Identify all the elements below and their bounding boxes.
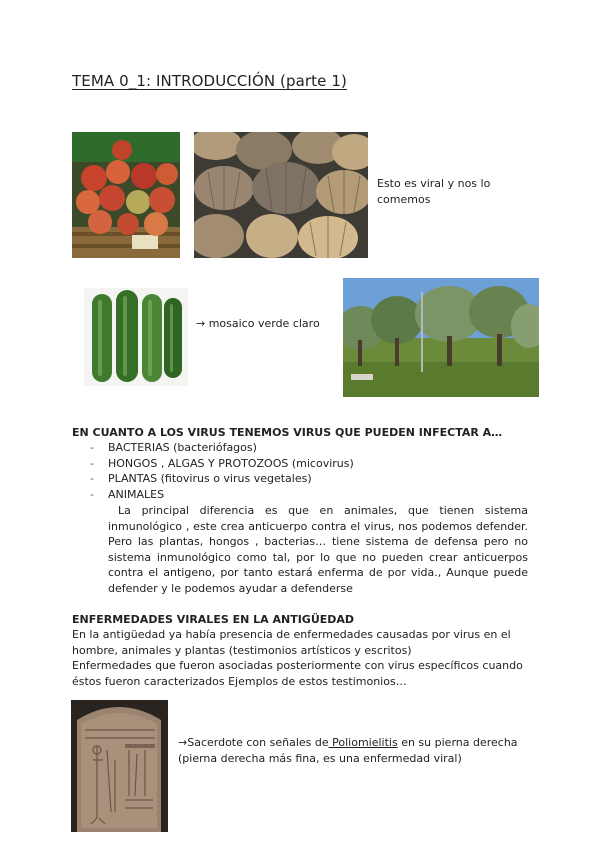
host-list xyxy=(90,440,510,502)
section2-line2: Enfermedades que fueron asociadas posteriormente con virus específicos cuando éstos fueron caracterizados Ejemplos de estos testimonios… xyxy=(72,659,523,688)
olive-trees-photo xyxy=(343,278,539,397)
section1-heading: EN CUANTO A LOS VIRUS TENEMOS VIRUS QUE PUEDEN INFECTAR A… xyxy=(72,426,503,439)
page-title: TEMA 0_1: INTRODUCCIÓN (parte 1) xyxy=(72,72,347,90)
list-item: - BACTERIAS (bacteriófagos) xyxy=(90,440,510,456)
section1-paragraph: La principal diferencia es que en animales, que tienen sistema inmunológico , este crea anticuerpo contra el virus, nos podemos defender. Pero las plantas, hongos , bacterias… tiene sistema de defensa pero no sistema inmunológico como tal, por lo que no pueden crear anticuerpos contra el antigeno, por tanto estará enferma de por vida., Aunque puede defender y le podemos ayudar a defenderse xyxy=(108,504,528,595)
list-item: - ANIMALES xyxy=(90,487,510,503)
row1-caption: Esto es viral y nos lo comemos xyxy=(377,177,491,206)
section2-line1: En la antigüedad ya había presencia de enfermedades causadas por virus en el hombre, animales y plantas (testimonios artísticos y escritos) xyxy=(72,628,511,657)
row3-caption-pre: →Sacerdote con señales de xyxy=(178,736,329,749)
cucumbers-photo xyxy=(84,288,188,386)
egyptian-stele-photo xyxy=(71,700,168,832)
poliomielitis-link[interactable]: Poliomielitis xyxy=(328,736,398,749)
pumpkins-photo xyxy=(194,132,368,258)
row3-caption-post: en su pierna derecha (pierna derecha más fina, es una enfermedad viral) xyxy=(178,736,518,765)
row3-caption xyxy=(178,735,528,766)
list-item: - HONGOS , ALGAS Y PROTOZOOS (micovirus) xyxy=(90,456,510,472)
row2-caption: → mosaico verde claro xyxy=(196,317,320,330)
list-item: - PLANTAS (fitovirus o virus vegetales) xyxy=(90,471,510,487)
tomatoes-photo xyxy=(72,132,180,258)
section2-heading: ENFERMEDADES VIRALES EN LA ANTIGÜEDAD xyxy=(72,613,355,626)
